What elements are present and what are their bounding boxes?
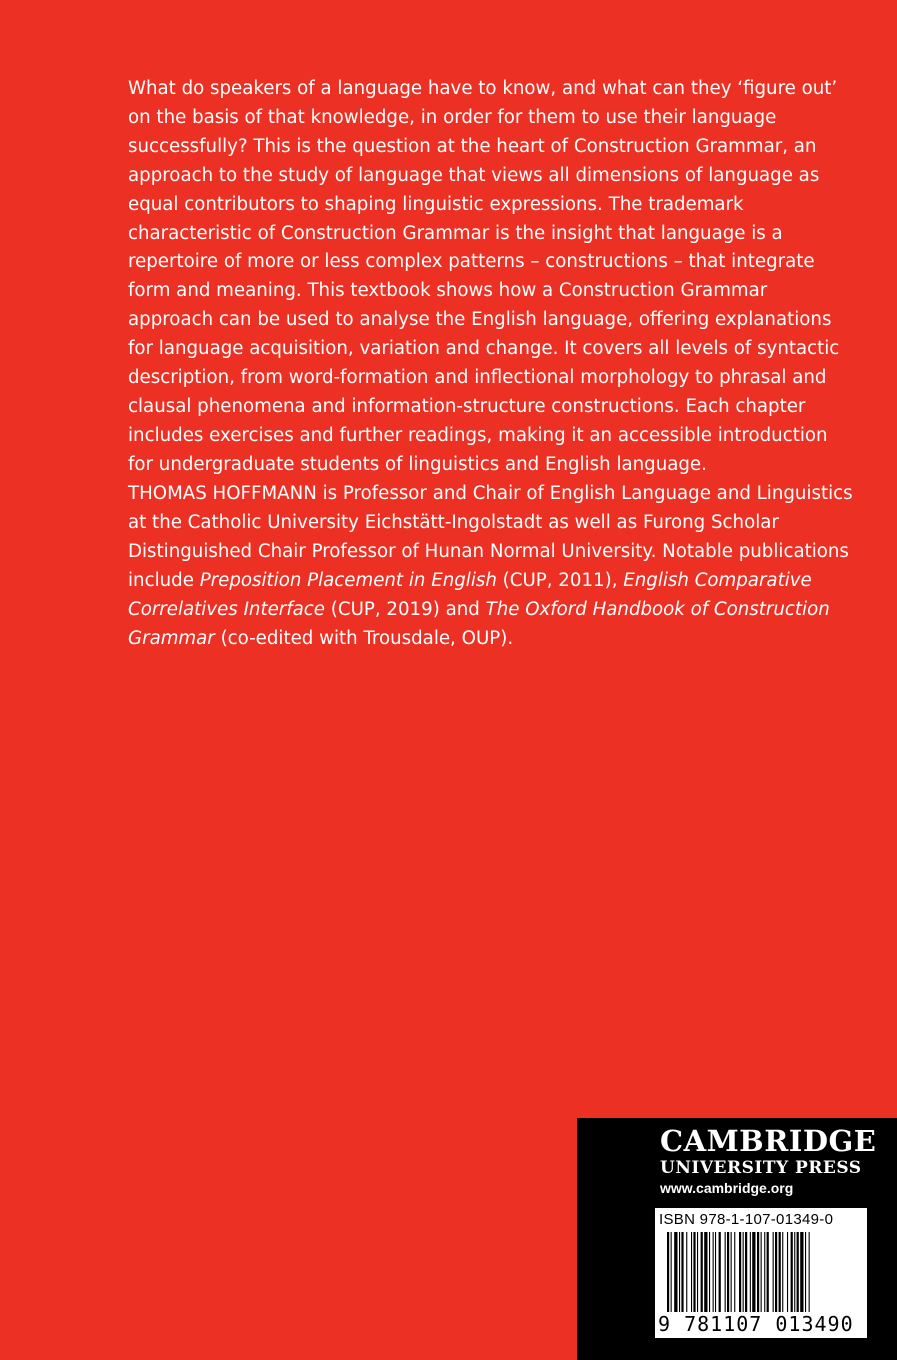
isbn-barcode bbox=[655, 1208, 880, 1338]
barcode-bars-icon bbox=[667, 1232, 857, 1312]
barcode-bar bbox=[791, 1232, 793, 1312]
bio-title-2: English Comparative Correlatives Interface bbox=[128, 569, 812, 620]
barcode-bar bbox=[775, 1232, 777, 1312]
barcode-bar bbox=[773, 1232, 774, 1312]
barcode-bar bbox=[800, 1232, 803, 1312]
barcode-bar bbox=[691, 1232, 692, 1312]
barcode-bar bbox=[697, 1232, 698, 1312]
barcode-bar bbox=[693, 1232, 695, 1312]
bio-text-4: (co-edited with Trousdale, OUP). bbox=[214, 627, 514, 649]
bio-title-1: Preposition Placement in English bbox=[199, 569, 497, 591]
barcode-bar bbox=[779, 1232, 781, 1312]
barcode-bar bbox=[787, 1232, 788, 1312]
bio-text-3: (CUP, 2019) and bbox=[325, 598, 486, 620]
barcode-bar bbox=[767, 1232, 769, 1312]
barcode-digits: 9 781107 013490 > bbox=[658, 1312, 880, 1336]
barcode-bar bbox=[727, 1232, 729, 1312]
bio-text-2: (CUP, 2011), bbox=[496, 569, 624, 591]
barcode-bar bbox=[734, 1232, 735, 1312]
barcode-bar bbox=[782, 1232, 783, 1312]
isbn-label: ISBN 978-1-107-01349-0 bbox=[659, 1211, 834, 1228]
barcode-bar bbox=[794, 1232, 795, 1312]
barcode-bar bbox=[701, 1232, 703, 1312]
barcode-bar bbox=[745, 1232, 747, 1312]
barcode-bar bbox=[761, 1232, 762, 1312]
barcode-bar bbox=[704, 1232, 707, 1312]
barcode-bar bbox=[671, 1232, 672, 1312]
barcode-bar bbox=[715, 1232, 716, 1312]
barcode-bar bbox=[805, 1232, 806, 1312]
barcode-bar bbox=[743, 1232, 744, 1312]
barcode-bar bbox=[713, 1232, 714, 1312]
publisher-logo-name: CAMBRIDGE bbox=[660, 1124, 877, 1158]
barcode-bar bbox=[674, 1232, 677, 1312]
barcode-bar bbox=[667, 1232, 669, 1312]
author-bio bbox=[128, 480, 853, 653]
blurb-text: What do speakers of a language have to know, and what can they ‘figure out’ on the basis of that knowledge, in order for them to use their language successfully? This is the question at the heart of Construction Grammar, an approach to the study of language that views all dimensions of language as equal contributors to shaping linguistic expressions. The trademark characteristic of Construction Grammar is the insight that language is a repertoire of more or less complex patterns – constructions – that integrate form and meaning. This textbook shows how a Construction Grammar approach can be used to analyse the English language, offering explanations for language acquisition, variation and change. It covers all levels of syntactic description, from word-formation and inflectional morphology to phrasal and clausal phenomena and information-structure constructions. Each chapter includes exercises and further readings, making it an accessible introduction for undergraduate students of linguistics and English language. bbox=[128, 78, 840, 475]
barcode-bar bbox=[709, 1232, 710, 1312]
publisher-url: www.cambridge.org bbox=[660, 1180, 794, 1196]
barcode-bar bbox=[809, 1232, 810, 1312]
barcode-bar bbox=[681, 1232, 683, 1312]
barcode-bar bbox=[739, 1232, 741, 1312]
barcode-bar bbox=[750, 1232, 751, 1312]
barcode-bar bbox=[686, 1232, 687, 1312]
barcode-bar bbox=[764, 1232, 765, 1312]
barcode-bar bbox=[752, 1232, 755, 1312]
publisher-logo-subname: UNIVERSITY PRESS bbox=[660, 1158, 862, 1178]
barcode-bar bbox=[725, 1232, 726, 1312]
barcode-bar bbox=[679, 1232, 680, 1312]
barcode-bar bbox=[719, 1232, 721, 1312]
barcode-bar bbox=[731, 1232, 732, 1312]
bio-title-3: The Oxford Handbook of Construction Grammar bbox=[128, 598, 830, 649]
barcode-bar bbox=[797, 1232, 799, 1312]
barcode-bar bbox=[757, 1232, 759, 1312]
bio-text-1: THOMAS HOFFMANN is Professor and Chair of English Language and Linguistics at the Catholic University Eichstätt-Ingolstadt as well as Furong Scholar Distinguished Chair Professor of Hunan Normal University. Notable publications include bbox=[128, 483, 853, 591]
